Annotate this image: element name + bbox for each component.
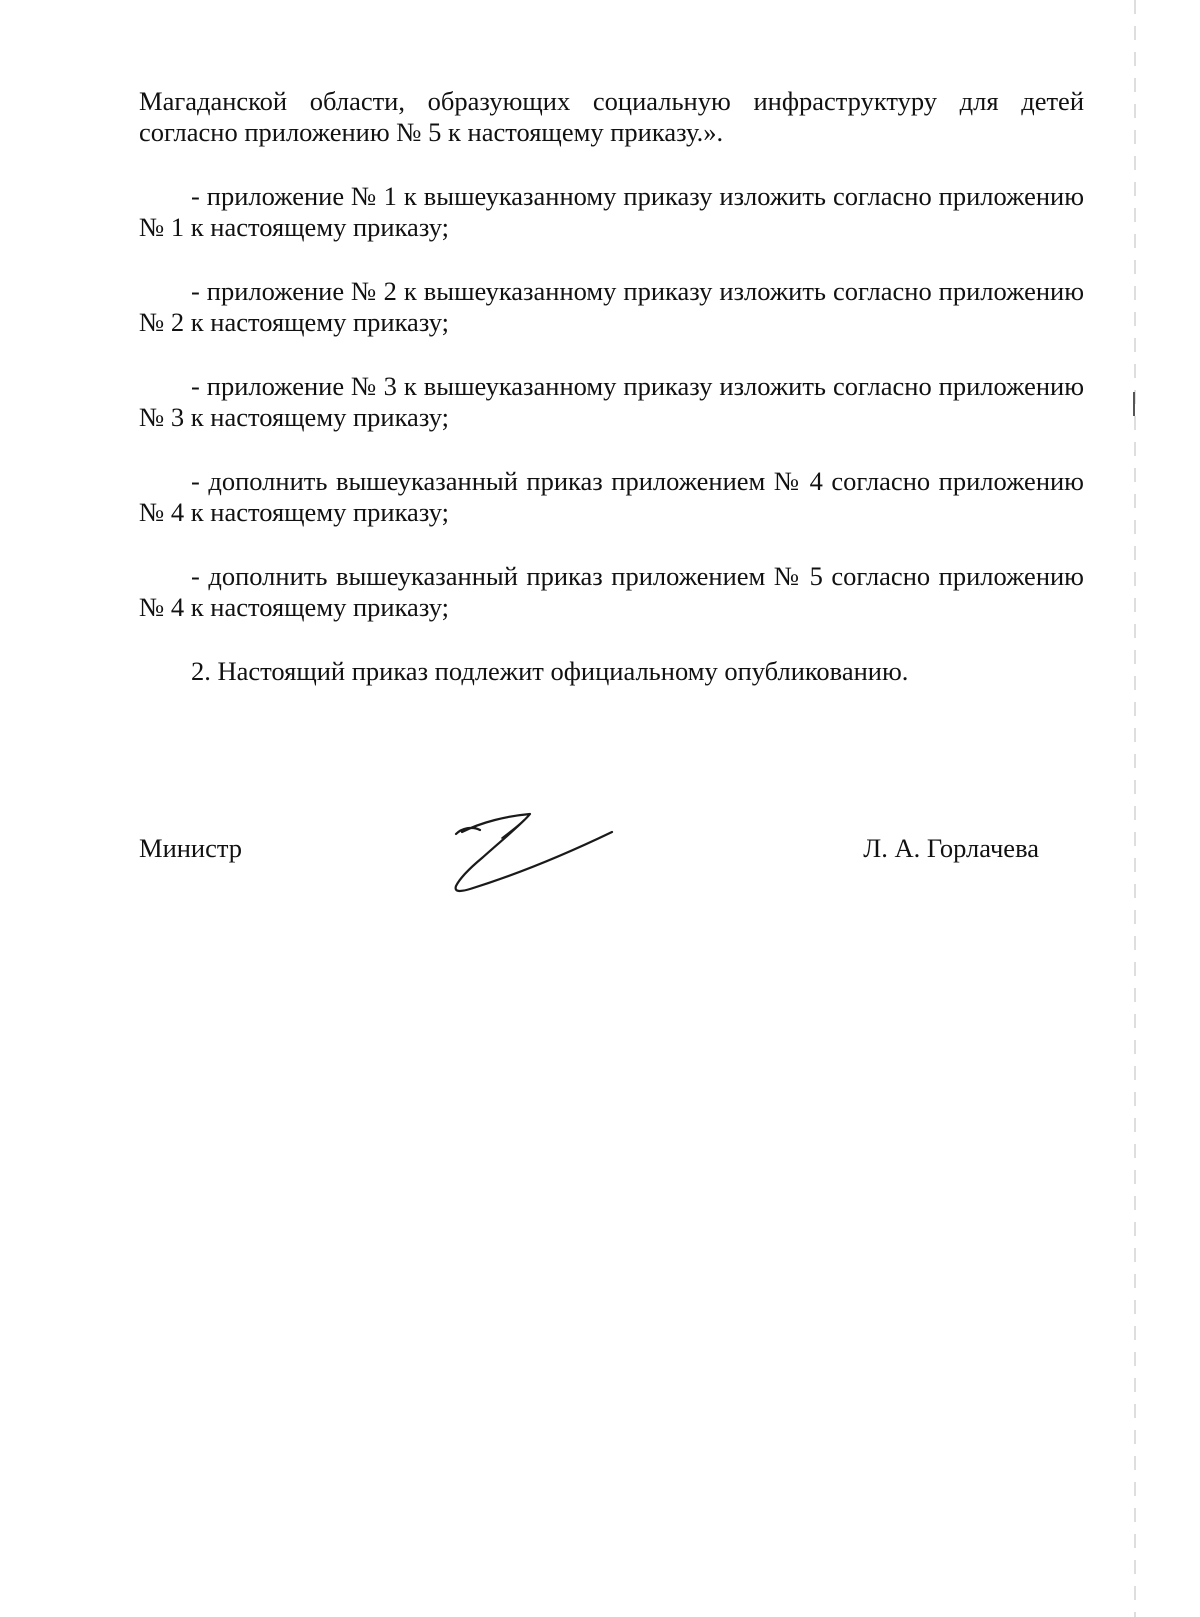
scan-edge-line — [1134, 0, 1136, 1617]
document-body — [139, 86, 1084, 720]
paragraph-appendix-5: - дополнить вышеуказанный приказ приложением № 5 согласно приложению № 4 к настоящему приказу; — [139, 561, 1084, 622]
handwritten-signature — [452, 810, 632, 900]
paragraph-appendix-4: - дополнить вышеуказанный приказ приложением № 4 согласно приложению № 4 к настоящему приказу; — [139, 466, 1084, 527]
paragraph-appendix-3: - приложение № 3 к вышеуказанному приказу изложить согласно приложению № 3 к настоящему приказу; — [139, 371, 1084, 432]
scan-edge-mark — [1133, 392, 1135, 416]
paragraph-appendix-2: - приложение № 2 к вышеуказанному приказу изложить согласно приложению № 2 к настоящему приказу; — [139, 276, 1084, 337]
paragraph-appendix-1: - приложение № 1 к вышеуказанному приказу изложить согласно приложению № 1 к настоящему приказу; — [139, 181, 1084, 242]
paragraph-continuation: Магаданской области, образующих социальную инфраструктуру для детей согласно приложению № 5 к настоящему приказу.». — [139, 86, 1084, 147]
signatory-name: Л. А. Горлачева — [863, 833, 1039, 863]
paragraph-publication: 2. Настоящий приказ подлежит официальному опубликованию. — [191, 656, 909, 686]
signatory-title: Министр — [139, 833, 243, 863]
